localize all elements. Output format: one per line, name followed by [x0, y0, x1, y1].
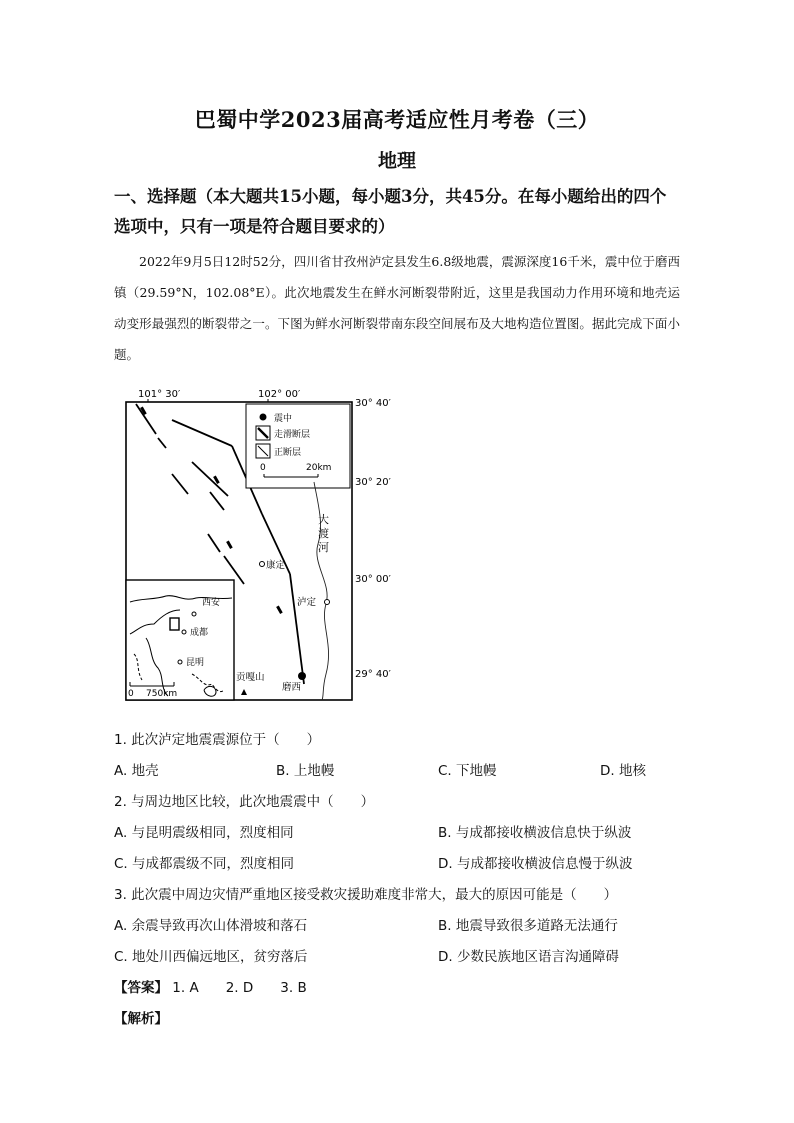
inset-scale-length: 750km [146, 689, 178, 699]
gongga-label: 贡嘎山 [236, 672, 265, 683]
moxi-epicenter [298, 672, 306, 680]
q3-option-d: D. 少数民族地区语言沟通障碍 [438, 949, 619, 965]
lat-label-1: 30° 40′ [355, 398, 391, 409]
fault-zone-map [112, 384, 412, 704]
river-label-char: 河 [318, 541, 329, 554]
river-label [318, 512, 333, 554]
exam-title: 巴蜀中学2023届高考适应性月考卷（三） [194, 107, 600, 132]
inset-chengdu: 成都 [190, 628, 209, 638]
q1-option-a: A. 地壳 [114, 763, 159, 779]
kangding-label: 康定 [266, 560, 286, 571]
epicenter-icon [260, 414, 267, 421]
river-label-char: 渡 [318, 527, 329, 540]
question-3-stem: 3. 此次震中周边灾情严重地区接受救灾援助难度非常大，最大的原因可能是（ ） [114, 887, 618, 903]
answer-text: 1. A 2. D 3. B [172, 980, 307, 996]
answer-line [114, 976, 307, 996]
moxi-label: 磨西 [282, 682, 302, 693]
subject-title: 地理 [377, 150, 416, 172]
q3-option-b: B. 地震导致很多道路无法通行 [438, 918, 618, 934]
legend-epicenter: 震中 [274, 414, 293, 424]
lon-label-2: 102° 00′ [258, 389, 301, 400]
q3-option-c: C. 地处川西偏远地区，贫穷落后 [114, 949, 308, 965]
legend-strike-slip: 走滑断层 [274, 430, 311, 440]
map-svg [112, 384, 412, 704]
lat-label-4: 29° 40′ [355, 669, 391, 680]
legend-normal: 正断层 [274, 448, 302, 458]
scale-zero: 0 [260, 463, 266, 473]
q1-option-b: B. 上地幔 [276, 763, 335, 779]
q1-option-c: C. 下地幔 [438, 763, 497, 779]
mountain-icon [241, 689, 247, 695]
answer-tag: 【答案】 [114, 980, 168, 996]
q2-option-c: C. 与成都震级不同，烈度相同 [114, 856, 295, 872]
q1-option-d: D. 地核 [600, 763, 646, 779]
inset-kunming: 昆明 [186, 658, 205, 668]
lat-label-3: 30° 00′ [355, 574, 391, 585]
q2-option-d: D. 与成都接收横波信息慢于纵波 [438, 856, 633, 872]
scale-length: 20km [306, 463, 332, 473]
lon-label-1: 101° 30′ [138, 389, 181, 400]
luding-marker [325, 600, 330, 605]
question-2-stem: 2. 与周边地区比较，此次地震震中（ ） [114, 794, 375, 810]
kangding-marker [260, 562, 265, 567]
q2-option-a: A. 与昆明震级相同，烈度相同 [114, 825, 294, 841]
inset-scale-zero: 0 [128, 689, 134, 699]
passage-text: 2022年9月5日12时52分，四川省甘孜州泸定县发生6.8级地震，震源深度16千米，震中位于磨西镇（29.59°N，102.08°E）。此次地震发生在鲜水河断裂带附近，这里是我国动力作用环境和地壳运动变形最强烈的断裂带之一。下图为鲜水河断裂带南东段空间展布及大地构造位置图。据此完成下面小题。 [114, 254, 680, 362]
q2-option-b: B. 与成都接收横波信息快于纵波 [438, 825, 632, 841]
question-1-stem: 1. 此次泸定地震震源位于（ ） [114, 732, 321, 748]
luding-label: 泸定 [297, 597, 317, 608]
section-heading: 一、选择题（本大题共15小题，每小题3分，共45分。在每小题给出的四个选项中，只有一项是符合题目要求的） [114, 187, 667, 236]
analysis-tag: 【解析】 [114, 1011, 168, 1027]
q3-option-a: A. 余震导致再次山体滑坡和落石 [114, 918, 308, 934]
reading-passage [114, 246, 680, 370]
river-label-text: 大 [318, 513, 329, 526]
lat-label-2: 30° 20′ [355, 477, 391, 488]
inset-xian: 西安 [202, 598, 221, 608]
